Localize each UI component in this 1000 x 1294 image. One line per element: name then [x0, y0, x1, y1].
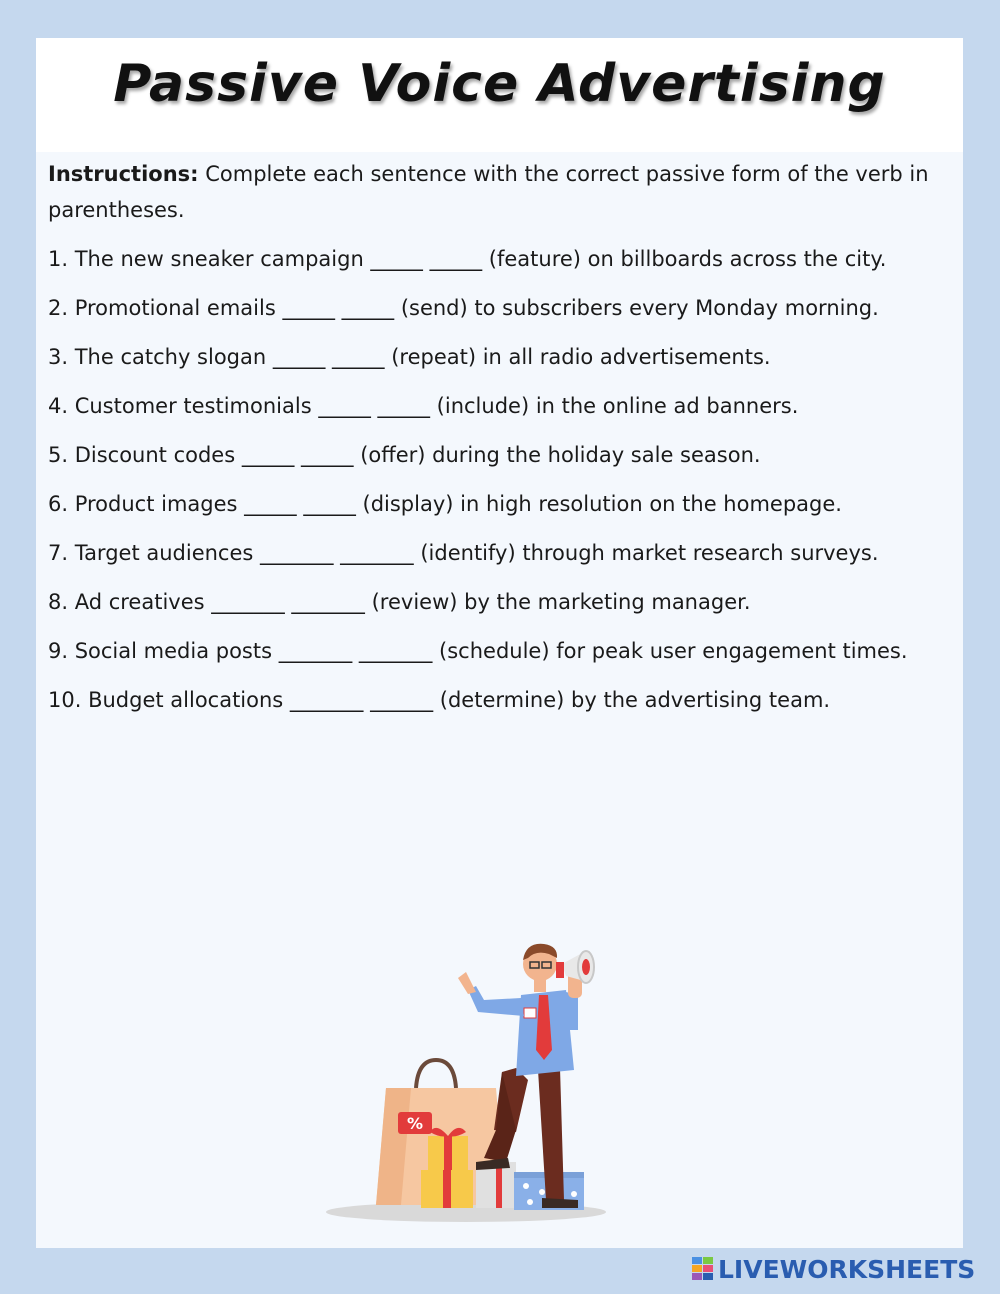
brand-name: LIVEWORKSHEETS — [718, 1254, 976, 1284]
title-band — [36, 38, 963, 152]
page-title: Passive Voice Advertising — [113, 54, 886, 114]
question-9: 9. Social media posts _______ _______ (schedule) for peak user engagement times. — [48, 639, 908, 663]
gift-box-icon — [421, 1128, 473, 1208]
instructions — [48, 156, 956, 228]
megaphone-icon — [556, 951, 594, 983]
marketer-megaphone-illustration — [316, 900, 646, 1230]
question-8: 8. Ad creatives _______ _______ (review) by the marketing manager. — [48, 590, 751, 614]
liveworksheets-logo-icon — [692, 1257, 714, 1281]
question-3: 3. The catchy slogan _____ _____ (repeat) in all radio advertisements. — [48, 345, 771, 369]
question-10: 10. Budget allocations _______ ______ (determine) by the advertising team. — [48, 688, 831, 712]
question-2: 2. Promotional emails _____ _____ (send) to subscribers every Monday morning. — [48, 296, 879, 320]
question-6: 6. Product images _____ _____ (display) in high resolution on the homepage. — [48, 492, 842, 516]
discount-tag-label: % — [406, 1114, 424, 1133]
question-7: 7. Target audiences _______ _______ (identify) through market research surveys. — [48, 541, 879, 565]
question-5: 5. Discount codes _____ _____ (offer) during the holiday sale season. — [48, 443, 761, 467]
extended-arm — [468, 986, 524, 1016]
question-1: 1. The new sneaker campaign _____ _____ (feature) on billboards across the city. — [48, 247, 887, 271]
question-4: 4. Customer testimonials _____ _____ (include) in the online ad banners. — [48, 394, 799, 418]
worksheet-content — [48, 156, 956, 731]
waving-hand — [458, 972, 476, 994]
instructions-text: Complete each sentence with the correct passive form of the verb in parentheses. — [48, 162, 929, 222]
liveworksheets-brand[interactable] — [692, 1254, 975, 1284]
worksheet-page — [36, 38, 963, 1248]
instructions-label: Instructions: — [48, 162, 199, 186]
